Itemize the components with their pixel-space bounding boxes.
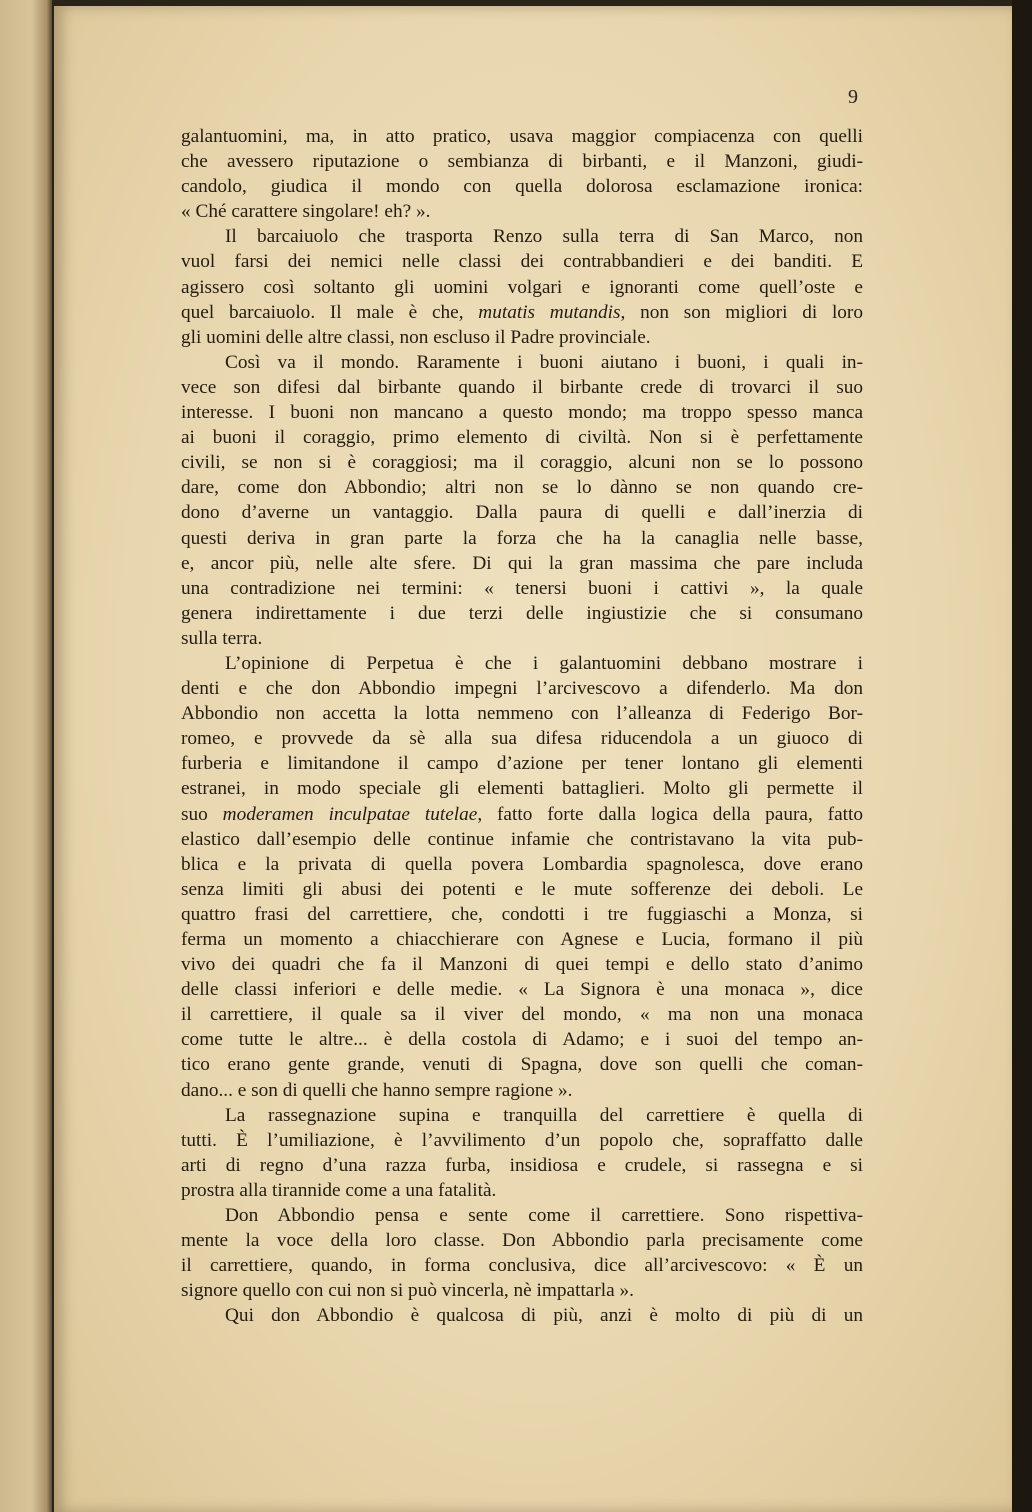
text-line: blica e la privata di quella povera Lombardia spagnolesca, dove erano [181, 853, 863, 875]
text-line: sulla terra. [181, 627, 263, 649]
text-line: Abbondio non accetta la lotta nemmeno con l’alleanza di Federigo Bor- [181, 703, 863, 725]
text-line: ai buoni il coraggio, primo elemento di civiltà. Non si è perfettamente [181, 427, 863, 449]
text-line: prostra alla tirannide come a una fatalità. [181, 1179, 497, 1201]
text-line: vuol farsi dei nemici nelle classi dei contrabbandieri e dei banditi. E [181, 251, 863, 273]
text-line: questi deriva in gran parte la forza che ha la canaglia nelle basse, [181, 527, 863, 549]
text-line: signore quello con cui non si può vincerla, nè impattarla ». [181, 1280, 634, 1302]
text-line: furberia e limitandone il campo d’azione per tener lontano gli elementi [181, 753, 863, 775]
text-line: elastico dall’esempio delle continue infamie che contristavano la vita pub- [181, 828, 863, 850]
text-line: interesse. I buoni non mancano a questo mondo; ma troppo spesso manca [181, 402, 863, 424]
text-line: estranei, in modo speciale gli elementi battaglieri. Molto gli permette il [181, 778, 863, 800]
text-line: candolo, giudica il mondo con quella dolorosa esclamazione ironica: [181, 176, 863, 198]
text-line: galantuomini, ma, in atto pratico, usava maggior compiacenza con quelli [181, 126, 863, 147]
text-line: e, ancor più, nelle alte sfere. Di qui la gran massima che pare includa [181, 552, 863, 574]
text-segment: , fatto forte dalla logica della paura, fatto [477, 803, 864, 825]
text-line: dare, come don Abbondio; altri non se lo dànno se non quando cre- [181, 477, 863, 499]
text-line: L’opinione di Perpetua è che i galantuomini debbano mostrare i [225, 652, 863, 674]
italic-phrase: moderamen inculpatae tutelae [222, 803, 478, 825]
text-line: agissero così soltanto gli uomini volgari e ignoranti come quell’oste e [181, 276, 863, 298]
text-segment: quel barcaiuolo. Il male è che, [181, 301, 479, 323]
text-line: dono d’averne un vantaggio. Dalla paura di quelli e dall’inerzia di [181, 502, 863, 524]
text-line: La rassegnazione supina e tranquilla del carrettiere è quella di [225, 1104, 863, 1126]
text-line: delle classi inferiori e delle medie. « La Signora è una monaca », dice [181, 979, 863, 1001]
adjacent-page-edge [0, 0, 52, 1512]
text-line: come tutte le altre... è della costola di Adamo; e i suoi del tempo an- [181, 1029, 863, 1051]
text-line: che avessero riputazione o sembianza di birbanti, e il Manzoni, giudi- [181, 151, 863, 173]
body-text [181, 124, 863, 1329]
text-line: tutti. È l’umiliazione, è l’avvilimento d’un popolo che, sopraffatto dalle [181, 1129, 863, 1151]
text-line: « Ché carattere singolare! eh? ». [181, 201, 431, 223]
text-line: ferma un momento a chiacchierare con Agnese e Lucia, formano il più [181, 929, 863, 950]
text-line: vece son difesi dal birbante quando il birbante crede di trovarci il suo [181, 376, 863, 398]
scan-border [1012, 0, 1032, 1512]
text-line: Così va il mondo. Raramente i buoni aiutano i buoni, i quali in- [225, 351, 863, 373]
text-line: Qui don Abbondio è qualcosa di più, anzi è molto di più di un [225, 1305, 863, 1327]
page-number: 9 [848, 86, 858, 108]
text-line [181, 802, 863, 827]
text-line: Don Abbondio pensa e sente come il carrettiere. Sono rispettiva- [225, 1205, 863, 1227]
text-line [181, 300, 863, 325]
italic-phrase: mutatis mutandis [478, 301, 621, 323]
text-line: gli uomini delle altre classi, non escluso il Padre provinciale. [181, 326, 651, 348]
text-line: mente la voce della loro classe. Don Abbondio parla precisamente come [181, 1230, 863, 1252]
text-line: civili, se non si è coraggiosi; ma il coraggio, alcuni non se lo possono [181, 452, 863, 474]
text-line: il carrettiere, quando, in forma conclusiva, dice all’arcivescovo: « È un [181, 1255, 863, 1277]
text-line: arti di regno d’una razza furba, insidiosa e crudele, si rassegna e si [181, 1154, 863, 1176]
text-segment: suo [181, 803, 223, 825]
text-line: Il barcaiuolo che trasporta Renzo sulla terra di San Marco, non [225, 226, 863, 248]
text-line: senza limiti gli abusi dei potenti e le mute sofferenze dei deboli. Le [181, 878, 863, 900]
text-line: una contradizione nei termini: « tenersi buoni i cattivi », la quale [181, 577, 863, 599]
text-line: genera indirettamente i due terzi delle ingiustizie che si consumano [181, 602, 863, 624]
text-line: denti e che don Abbondio impegni l’arcivescovo a difenderlo. Ma don [181, 678, 863, 700]
text-line: tico erano gente grande, venuti di Spagna, dove son quelli che coman- [181, 1054, 863, 1076]
text-line: romeo, e provvede da sè alla sua difesa riducendola a un giuoco di [181, 728, 863, 750]
text-line: quattro frasi del carrettiere, che, condotti i tre fuggiaschi a Monza, si [181, 903, 863, 925]
text-line: vivo dei quadri che fa il Manzoni di quei tempi e dello stato d’animo [181, 954, 863, 976]
text-line: il carrettiere, il quale sa il viver del mondo, « ma non una monaca [181, 1004, 863, 1026]
text-line: dano... e son di quelli che hanno sempre ragione ». [181, 1079, 573, 1101]
text-segment: , non son migliori di loro [620, 301, 863, 323]
